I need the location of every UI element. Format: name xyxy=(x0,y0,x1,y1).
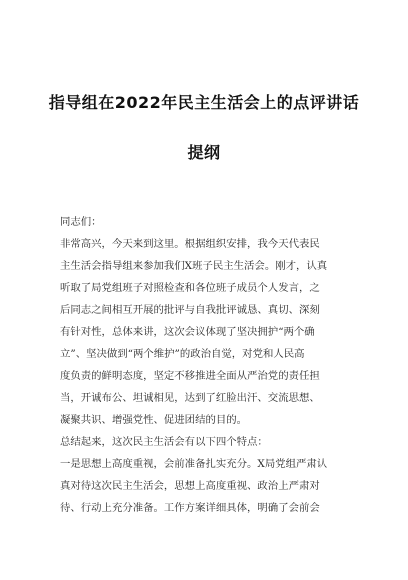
body-line: 主生活会指导组来参加我们X班子民主生活会。刚才，认真 xyxy=(60,260,328,272)
body-line: 凝聚共识、增强党性、促进团结的目的。 xyxy=(60,414,248,426)
document-title: 指导组在2022年民主生活会上的点评讲话 xyxy=(48,93,360,112)
body-line: 后同志之间相互开展的批评与自我批评诚恳、真切、深刻 xyxy=(60,304,320,316)
body-line: 真对待这次民主生活会，思想上高度重视、政治上严肃对 xyxy=(60,480,320,492)
body-line: 非常高兴，今天来到这里。根据组织安排，我今天代表民 xyxy=(60,238,320,250)
document-title-continuation: 提纲 xyxy=(187,143,221,162)
body-line: 听取了局党组班子对照检查和各位班子成员个人发言，之 xyxy=(60,282,320,294)
body-line: 一是思想上高度重视，会前准备扎实充分。X局党组严肃认 xyxy=(60,458,328,470)
body-line: 度负责的鲜明态度，坚定不移推进全面从严治党的责任担 xyxy=(60,370,320,382)
body-line: 待、行动上充分准备。工作方案详细具体，明确了会前会 xyxy=(60,502,320,514)
salutation: 同志们： xyxy=(60,216,102,228)
body-line: 立”、坚决做到“两个维护”的政治自觉，对党和人民高 xyxy=(60,348,305,360)
document-body xyxy=(60,211,356,519)
body-line: 有针对性，总体来讲，这次会议体现了坚决拥护“两个确 xyxy=(60,326,315,338)
body-line: 总结起来，这次民主生活会有以下四个特点： xyxy=(60,436,268,448)
body-line: 当，开诚布公、坦诚相见，达到了红脸出汗、交流思想、 xyxy=(60,392,320,404)
